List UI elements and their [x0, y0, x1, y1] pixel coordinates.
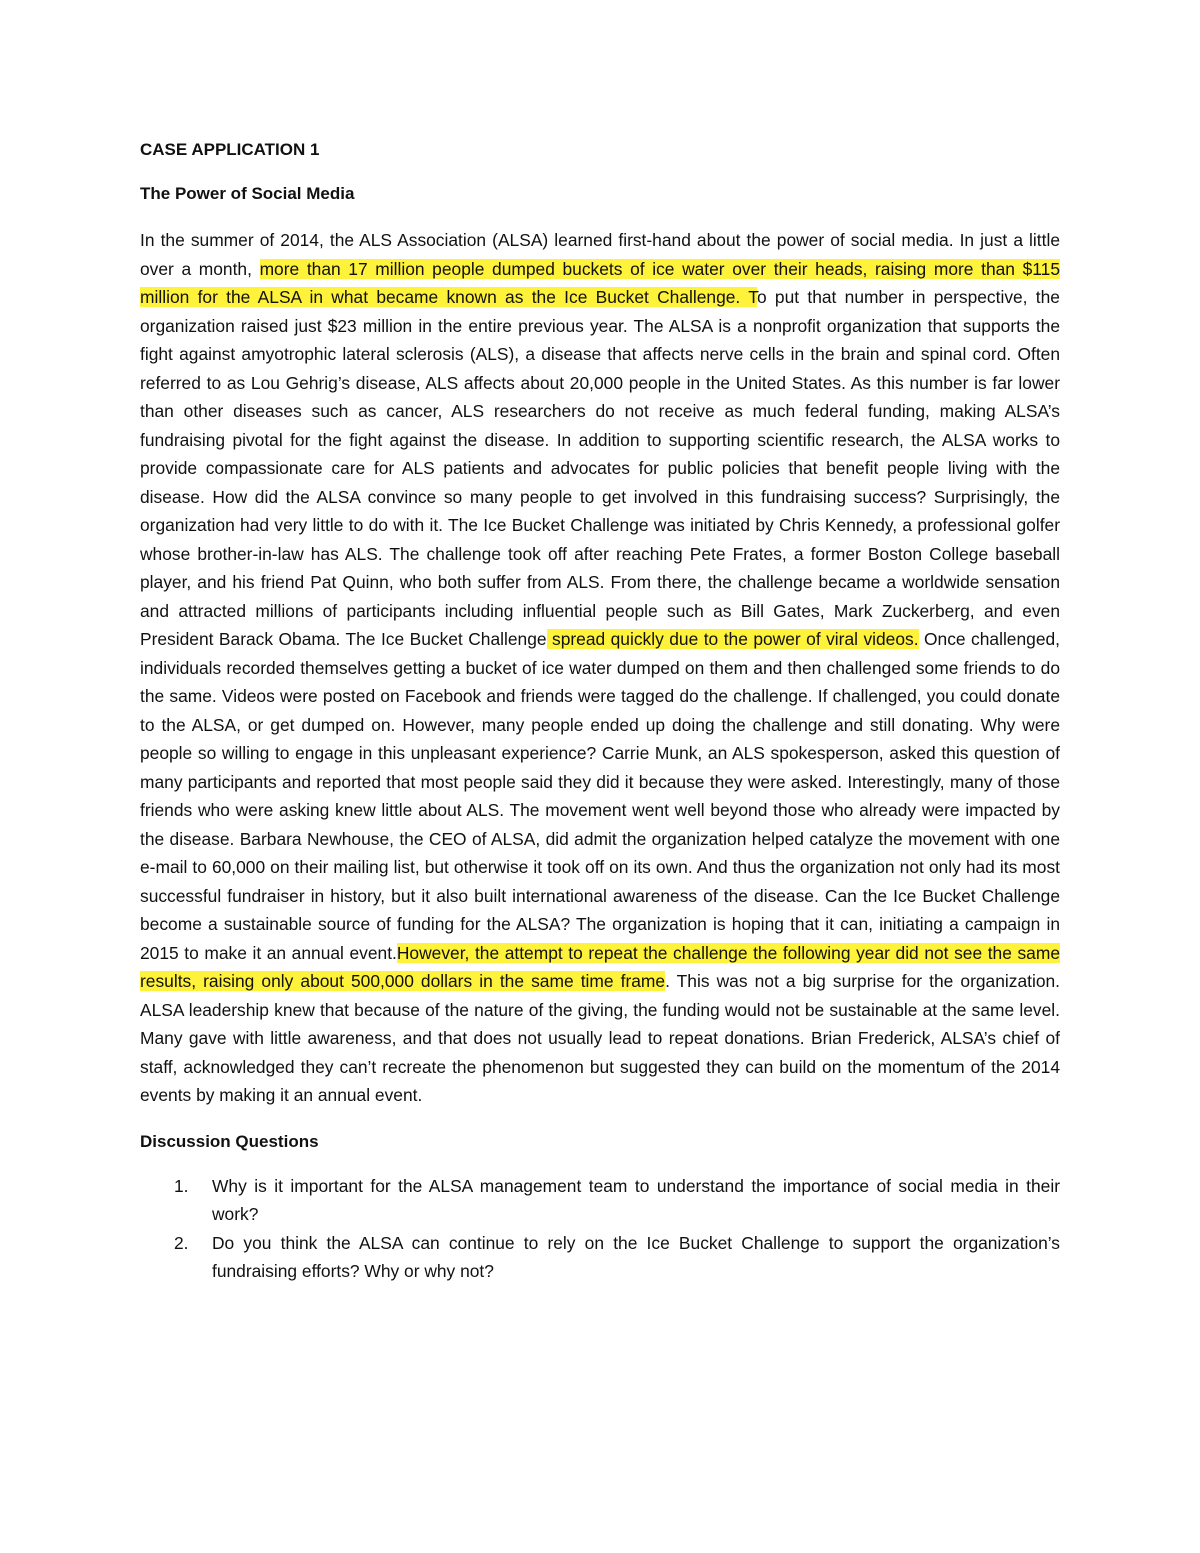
case-body-paragraph: [140, 226, 1060, 1110]
question-text: Why is it important for the ALSA management team to understand the importance of social media in their work?: [212, 1175, 1060, 1224]
question-text: Do you think the ALSA can continue to rely on the Ice Bucket Challenge to support the organization’s fundraising efforts? Why or why not?: [212, 1232, 1060, 1281]
question-number: 2.: [174, 1232, 189, 1253]
list-item: [140, 1172, 1060, 1229]
highlighted-text: more than 17 million people dumped buckets of ice water over their heads, raising more than $115 million for the ALSA in what became known as the Ice Bucket Challenge. T: [140, 258, 1060, 307]
question-number: 1.: [174, 1175, 189, 1196]
body-text-segment: Once challenged, individuals recorded themselves getting a bucket of ice water dumped on them and then challenged some friends to do the same. Videos were posted on Facebook and friends were tagged do the challenge. If challenged, you could donate to the ALSA, or get dumped on. However, many people ended up doing the challenge and still donating. Why were people so willing to engage in this unpleasant experience? Carrie Munk, an ALS spokesperson, asked this question of many participants and reported that most people said they did it because they were asked. Interestingly, many of those friends who were asking knew little about ALS. The movement went well beyond those who already were impacted by the disease. Barbara Newhouse, the CEO of ALSA, did admit the organization helped catalyze the movement with one e-mail to 60,000 on their mailing list, but otherwise it took off on its own. And thus the organization not only had its most successful fundraiser in history, but it also built international awareness of the disease. Can the Ice Bucket Challenge become a sustainable source of funding for the ALSA? The organization is hoping that it can, initiating a campaign in 2015 to make it an annual event.: [140, 629, 1061, 963]
highlighted-text: However, the attempt to repeat the challenge the following year did not see the same results, raising only about 500,000 dollars in the same time frame: [140, 942, 1060, 991]
body-text-segment: o put that number in perspective, the organization raised just $23 million in the entire previous year. The ALSA is a nonprofit organization that supports the fight against amyotrophic lateral sclerosis (ALS), a disease that affects nerve cells in the brain and spinal cord. Often referred to as Lou Gehrig’s disease, ALS affects about 20,000 people in the United States. As this number is far lower than other diseases such as cancer, ALS researchers do not receive as much federal funding, making ALSA’s fundraising pivotal for the fight against the disease. In addition to supporting scientific research, the ALSA works to provide compassionate care for ALS patients and advocates for public policies that benefit people living with the disease. How did the ALSA convince so many people to get involved in this fundraising success? Surprisingly, the organization had very little to do with it. The Ice Bucket Challenge was initiated by Chris Kennedy, a professional golfer whose brother-in-law has ALS. The challenge took off after reaching Pete Frates, a former Boston College baseball player, and his friend Pat Quinn, who both suffer from ALS. From there, the challenge became a worldwide sensation and attracted millions of participants including influential people such as Bill Gates, Mark Zuckerberg, and even President Barack Obama. The Ice Bucket Challenge: [140, 287, 1060, 649]
case-heading: CASE APPLICATION 1: [140, 140, 320, 159]
body-text-segment: In the summer of 2014, the ALS Association (ALSA) learned first-hand about the power of social media. In just a little over a month,: [140, 230, 1060, 279]
document-page: [140, 138, 1060, 1286]
body-text-segment: . This was not a big surprise for the organization. ALSA leadership knew that because of the nature of the giving, the funding would not be sustainable at the same level. Many gave with little awareness, and that does not usually lead to repeat donations. Brian Frederick, ALSA’s chief of staff, acknowledged they can’t recreate the phenomenon but suggested they can build on the momentum of the 2014 events by making it an annual event.: [140, 971, 1060, 1105]
discussion-heading: Discussion Questions: [140, 1131, 319, 1151]
case-title: The Power of Social Media: [140, 184, 355, 203]
list-item: [140, 1229, 1060, 1286]
discussion-questions-list: [140, 1172, 1060, 1286]
highlighted-text: spread quickly due to the power of viral videos.: [546, 629, 919, 649]
